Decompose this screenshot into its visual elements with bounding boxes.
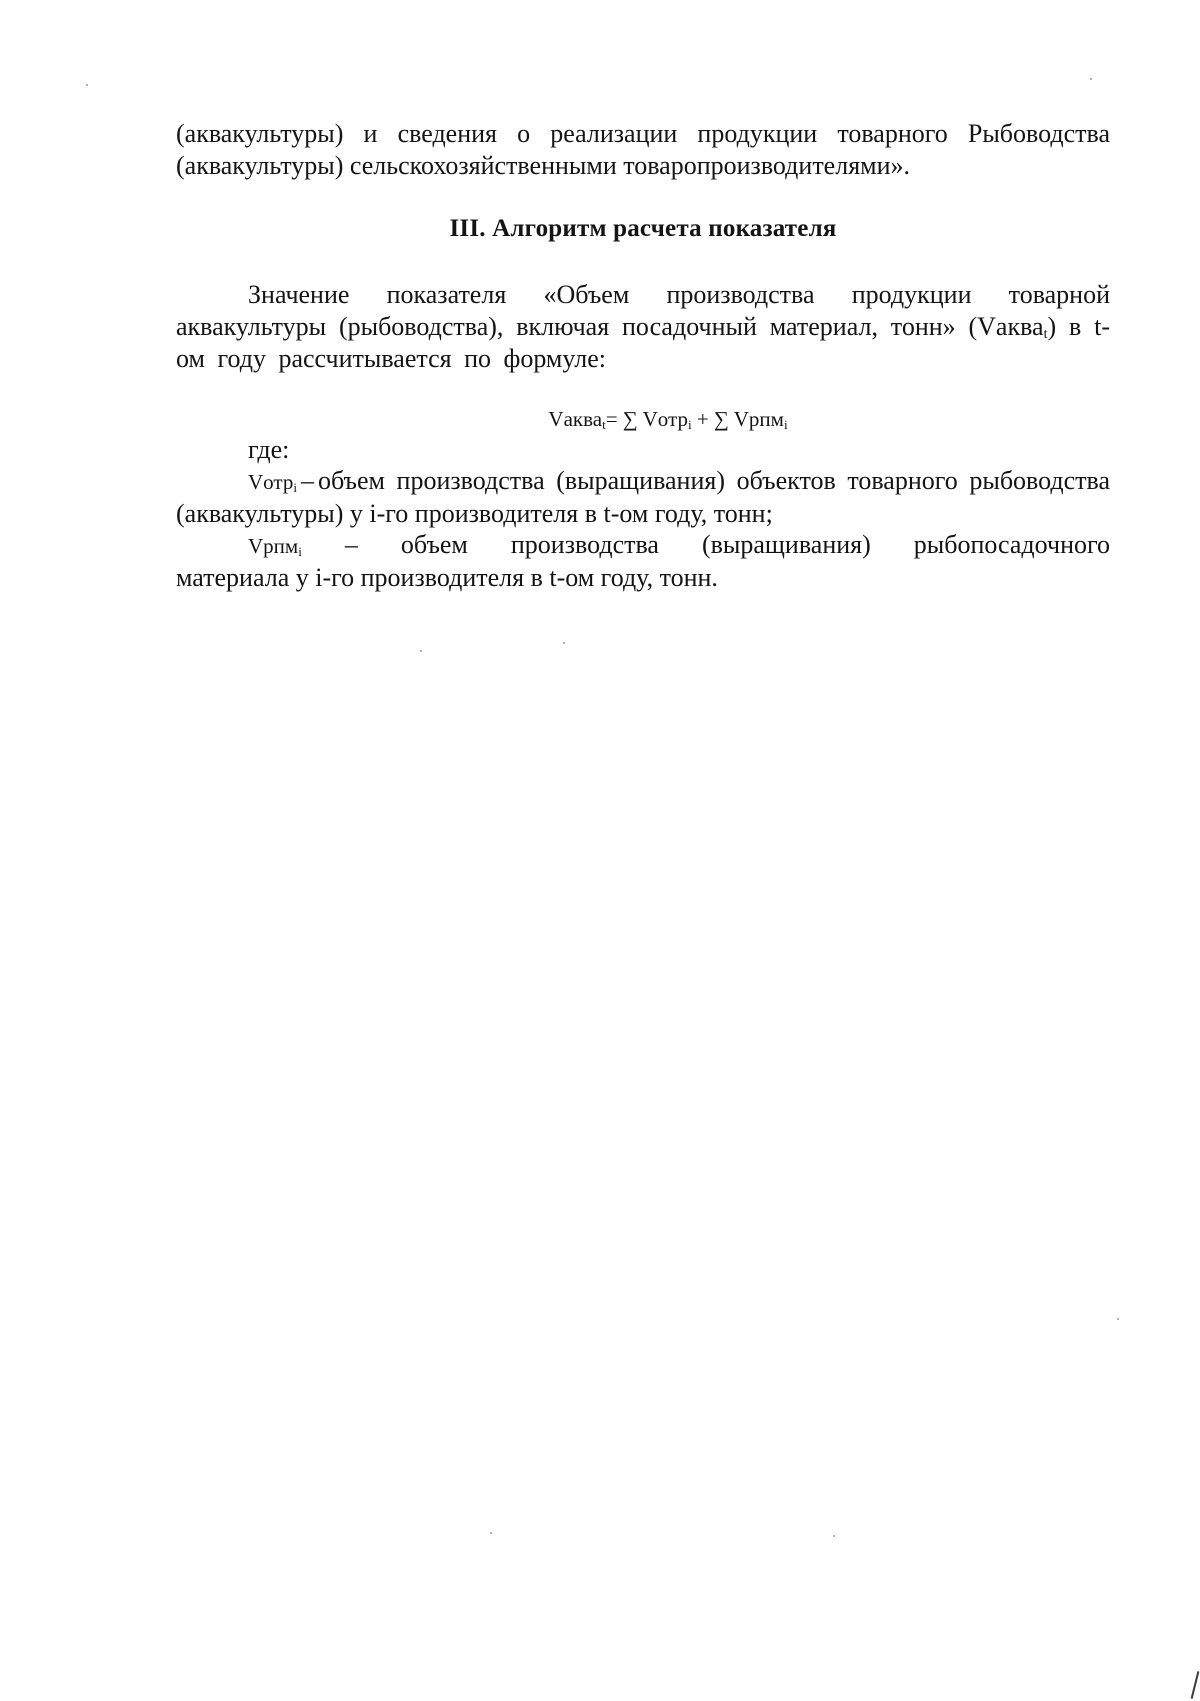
continuation-line-2: (аквакультуры) сельскохозяйственными товаропроизводителями». [176, 151, 911, 180]
scan-speck [420, 650, 422, 652]
definition-1-variable: Vотр [248, 470, 294, 494]
definition-2-text-line-2: материала у i-го производителя в t-ом году, тонн. [176, 563, 718, 592]
intro-tail: ) в t-ом году рассчитывается по формуле: [176, 312, 1110, 373]
definition-1-text-line-2: рыбоводства (аквакультуры) у i-го производителя в t-ом году, тонн; [176, 466, 1110, 528]
where-label: где: [248, 435, 290, 464]
definition-2-text-line-1: объем производства (выращивания) рыбопосадочного [400, 530, 1110, 559]
intro-text: Значение показателя «Объем производства продукции товарной аквакультуры (рыбоводства), включая посадочный материал, тонн» (Vаква [176, 280, 1110, 341]
formula-sum-term-1: = ∑ Vотр [605, 407, 688, 431]
scan-edge-mark [1191, 1671, 1200, 1699]
definition-1-subscript: i [293, 480, 297, 495]
formula-term-1-subscript: i [687, 417, 692, 432]
definition-1-dash: – [300, 466, 314, 495]
continuation-paragraph [176, 118, 1110, 182]
formula-lhs: Vаква [548, 407, 603, 431]
section-heading: III. Алгоритм расчета показателя [449, 215, 837, 242]
scan-speck [563, 642, 565, 644]
scan-speck [490, 1532, 492, 1534]
intro-paragraph [176, 279, 1110, 375]
continuation-line-1: (аквакультуры) и сведения о реализации продукции товарного Рыбоводства [176, 119, 1110, 148]
definition-2 [176, 529, 1110, 593]
scan-speck [1117, 1318, 1119, 1320]
formula-sum-term-2: + ∑ Vрпм [691, 407, 784, 431]
definition-2-dash: – [344, 530, 358, 559]
scan-speck [833, 1535, 835, 1537]
intro-subscript: t [1043, 327, 1048, 342]
definition-2-variable: Vрпм [248, 534, 299, 558]
definition-1-text-line-1: объем производства (выращивания) объектов товарного [317, 466, 958, 495]
formula-term-2-subscript: i [783, 417, 788, 432]
scan-speck [1090, 78, 1092, 80]
definition-1 [176, 465, 1110, 529]
formula [176, 405, 1110, 433]
document-body [176, 118, 1110, 593]
definition-2-subscript: i [298, 544, 302, 559]
scan-speck [86, 84, 88, 86]
formula-lhs-subscript: t [602, 417, 606, 432]
